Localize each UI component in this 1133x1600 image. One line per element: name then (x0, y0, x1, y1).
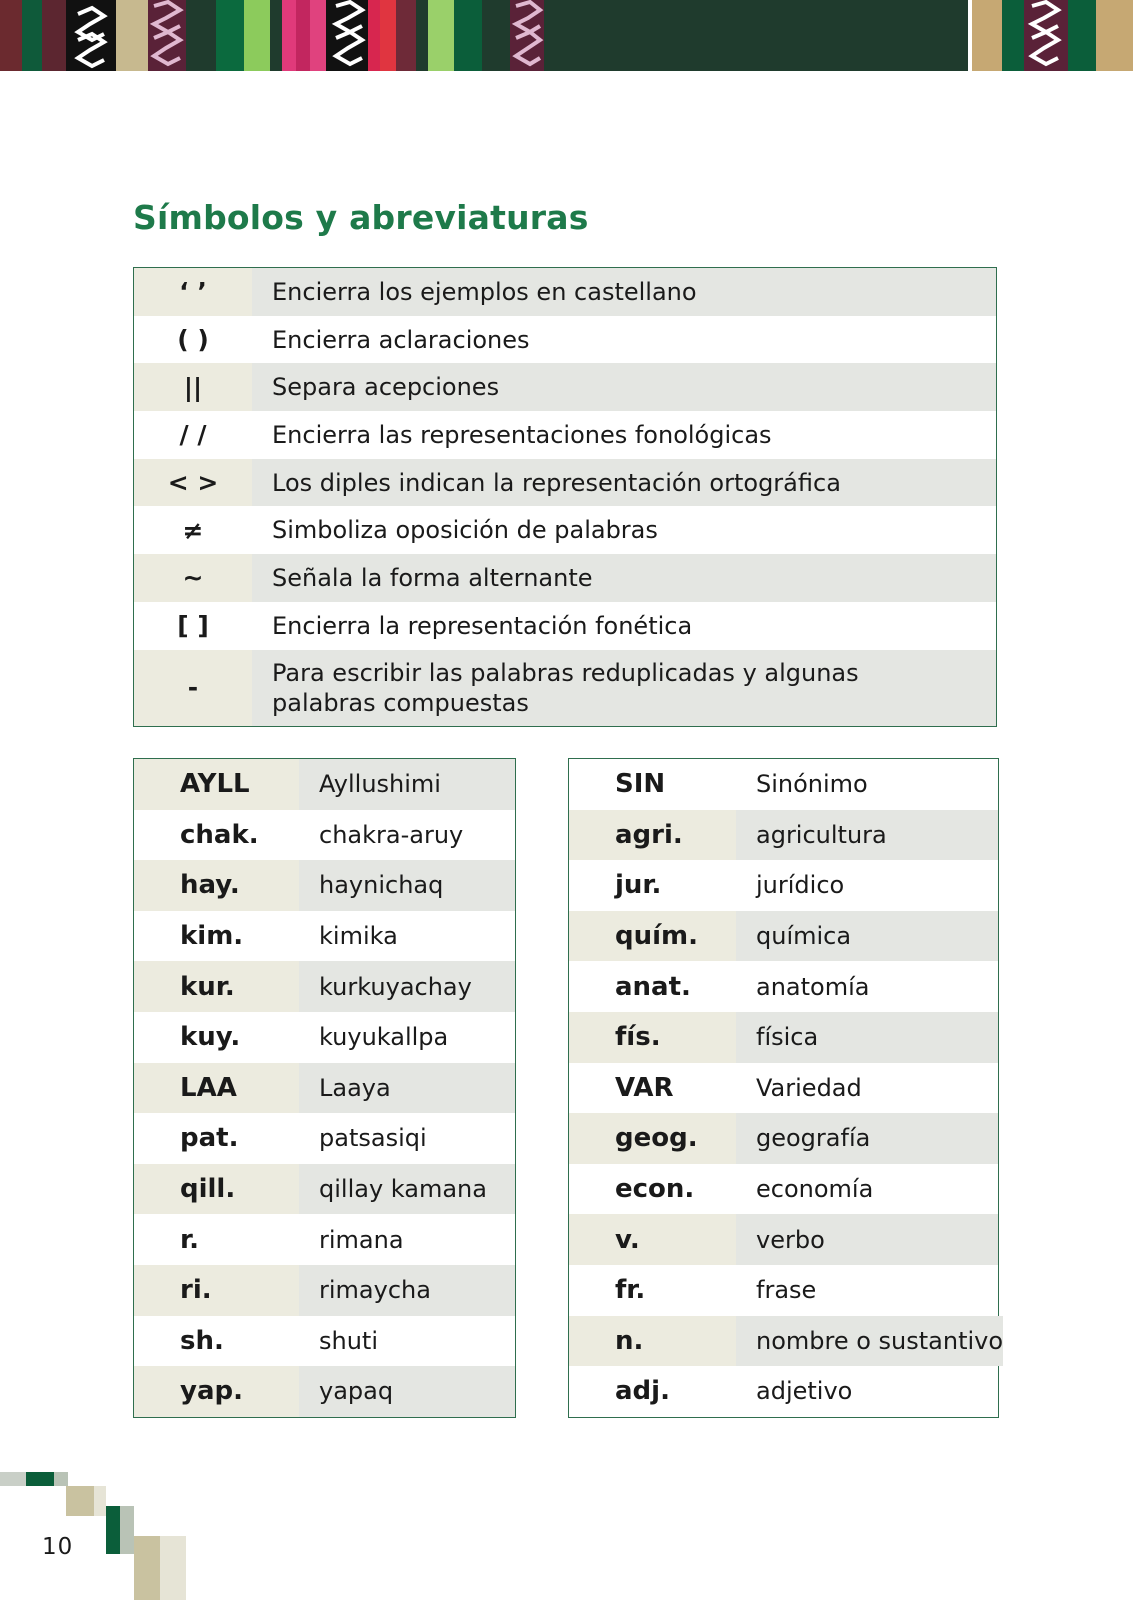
symbol-cell: ‘ ’ (134, 268, 252, 316)
abbreviation-cell: quím. (569, 911, 736, 962)
meaning-cell: química (736, 911, 998, 962)
abbreviation-cell: jur. (569, 860, 736, 911)
table-row (569, 1265, 998, 1316)
abbreviation-cell: pat. (134, 1113, 299, 1164)
abbreviation-cell: sh. (134, 1316, 299, 1367)
symbol-cell: - (134, 650, 252, 726)
abbreviation-cell: anat. (569, 961, 736, 1012)
abbreviation-cell: v. (569, 1214, 736, 1265)
table-row (134, 602, 996, 650)
abbreviation-cell: VAR (569, 1063, 736, 1114)
table-row (569, 1113, 998, 1164)
decorative-corner-pattern (0, 1468, 190, 1600)
meaning-cell: Laaya (299, 1063, 515, 1114)
table-row (569, 1063, 998, 1114)
table-row (134, 316, 996, 364)
meaning-cell: Ayllushimi (299, 759, 515, 810)
abbreviation-cell: chak. (134, 810, 299, 861)
meaning-cell: haynichaq (299, 860, 515, 911)
meaning-cell: economía (736, 1164, 998, 1215)
abbreviation-cell: fr. (569, 1265, 736, 1316)
table-row (134, 459, 996, 507)
abbreviation-cell: kim. (134, 911, 299, 962)
table-row (134, 506, 996, 554)
table-row (569, 1366, 998, 1417)
meaning-cell: qillay kamana (299, 1164, 515, 1215)
table-row (134, 1164, 515, 1215)
table-row (569, 1316, 1004, 1367)
abbreviation-cell: SIN (569, 759, 736, 810)
meaning-cell: Variedad (736, 1063, 998, 1114)
meaning-cell: shuti (299, 1316, 515, 1367)
table-row (134, 1012, 515, 1063)
description-cell: Los diples indican la representación ortográfica (252, 459, 996, 507)
table-row (134, 1265, 515, 1316)
abbreviations-table-left (133, 758, 516, 1418)
table-row (569, 1012, 998, 1063)
meaning-cell: anatomía (736, 961, 998, 1012)
description-cell: Encierra las representaciones fonológicas (252, 411, 996, 459)
table-row (134, 911, 515, 962)
abbreviation-cell: econ. (569, 1164, 736, 1215)
abbreviation-cell: adj. (569, 1366, 736, 1417)
abbreviation-cell: r. (134, 1214, 299, 1265)
table-row (569, 759, 998, 810)
table-row (569, 1164, 998, 1215)
meaning-cell: jurídico (736, 860, 998, 911)
description-cell: Señala la forma alternante (252, 554, 996, 602)
table-row (134, 1214, 515, 1265)
table-row (569, 1214, 998, 1265)
table-row (134, 268, 996, 316)
meaning-cell: adjetivo (736, 1366, 998, 1417)
meaning-cell: agricultura (736, 810, 998, 861)
table-row (134, 411, 996, 459)
abbreviation-cell: yap. (134, 1366, 299, 1417)
meaning-cell: rimana (299, 1214, 515, 1265)
table-row (569, 911, 998, 962)
meaning-cell: kimika (299, 911, 515, 962)
abbreviation-cell: kur. (134, 961, 299, 1012)
abbreviation-cell: ri. (134, 1265, 299, 1316)
table-row (134, 961, 515, 1012)
decorative-top-band (0, 0, 1133, 71)
abbreviation-cell: geog. (569, 1113, 736, 1164)
table-row (569, 810, 998, 861)
meaning-cell: verbo (736, 1214, 998, 1265)
description-cell: Encierra los ejemplos en castellano (252, 268, 996, 316)
table-row (134, 860, 515, 911)
meaning-cell: chakra-aruy (299, 810, 515, 861)
abbreviation-cell: qill. (134, 1164, 299, 1215)
table-row (134, 810, 515, 861)
meaning-cell: kurkuyachay (299, 961, 515, 1012)
description-cell: Encierra aclaraciones (252, 316, 996, 364)
symbol-cell: ( ) (134, 316, 252, 364)
description-cell: Simboliza oposición de palabras (252, 506, 996, 554)
meaning-cell: física (736, 1012, 998, 1063)
page-title: Símbolos y abreviaturas (133, 198, 589, 237)
table-row (134, 1366, 515, 1417)
abbreviation-cell: hay. (134, 860, 299, 911)
meaning-cell: yapaq (299, 1366, 515, 1417)
meaning-cell: patsasiqi (299, 1113, 515, 1164)
meaning-cell: geografía (736, 1113, 998, 1164)
abbreviation-cell: LAA (134, 1063, 299, 1114)
meaning-cell: frase (736, 1265, 998, 1316)
abbreviation-cell: fís. (569, 1012, 736, 1063)
description-cell: Separa acepciones (252, 363, 996, 411)
symbol-cell: ≠ (134, 506, 252, 554)
table-row (569, 860, 998, 911)
abbreviation-cell: AYLL (134, 759, 299, 810)
table-row (134, 554, 996, 602)
description-cell: Encierra la representación fonética (252, 602, 996, 650)
meaning-cell: rimaycha (299, 1265, 515, 1316)
table-row (134, 759, 515, 810)
table-row (569, 961, 998, 1012)
abbreviation-cell: agri. (569, 810, 736, 861)
meaning-cell: kuyukallpa (299, 1012, 515, 1063)
table-row (134, 1316, 515, 1367)
abbreviation-cell: n. (569, 1316, 736, 1367)
symbols-table (133, 267, 997, 727)
table-row (134, 1113, 515, 1164)
symbol-cell: < > (134, 459, 252, 507)
table-row (134, 363, 996, 411)
meaning-cell: nombre o sustantivo (736, 1316, 1003, 1367)
symbol-cell: / / (134, 411, 252, 459)
abbreviation-cell: kuy. (134, 1012, 299, 1063)
page-number: 10 (42, 1534, 74, 1560)
symbol-cell: ~ (134, 554, 252, 602)
table-row (134, 650, 996, 726)
meaning-cell: Sinónimo (736, 759, 998, 810)
table-row (134, 1063, 515, 1114)
abbreviations-table-right (568, 758, 1004, 1418)
symbol-cell: || (134, 363, 252, 411)
description-cell: Para escribir las palabras reduplicadas y algunas palabras compuestas (252, 650, 996, 726)
symbol-cell: [ ] (134, 602, 252, 650)
